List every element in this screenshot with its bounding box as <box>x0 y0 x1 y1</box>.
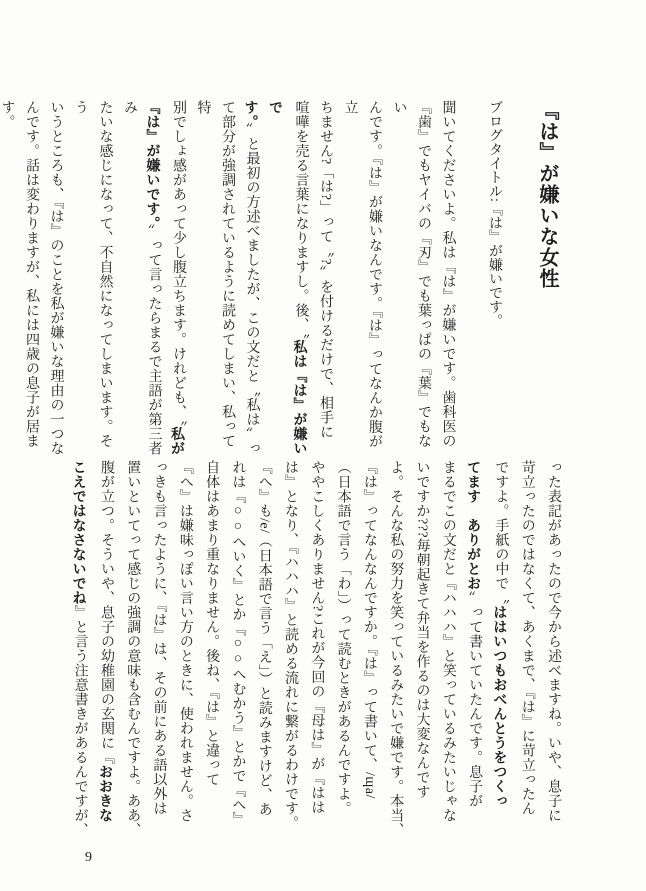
text-line <box>540 460 566 858</box>
body-text: て部分が強調されているように読めてしまい、私って特 <box>195 100 235 448</box>
text-line <box>68 100 117 460</box>
body-text: ややこしくありません?これが今回の『母は』が『はは <box>309 460 325 815</box>
text-line <box>435 460 461 858</box>
body-text: 〟と最初の方述べましたが、この文だと〝私は〟っ <box>244 122 260 456</box>
body-text: いうところも、『は』のことを私が嫌いな理由の一つな <box>48 100 64 456</box>
body-text: れは『○○へいく』とか『○○へむかう』とかで『へ』 <box>230 460 246 827</box>
body-text: 喧嘩を売る言葉になりますし。後、〝 <box>293 100 309 340</box>
text-line <box>329 460 355 858</box>
body-text: （日本語で言う「わ」）って読むときがあるんですよ。 <box>335 460 351 816</box>
body-text: 』と言う注意書きがあるんですが、 <box>72 605 88 837</box>
body-text: っきも言ったように、『は』は、その前にある語以外は <box>151 460 167 816</box>
body-text: 置いといてって感じの強調の意味も含むんですよ。ああ、 <box>125 460 141 837</box>
text-line <box>198 460 224 858</box>
text-line <box>0 100 43 460</box>
text-line <box>408 460 434 858</box>
text-line <box>119 460 145 858</box>
emphasized-text: 『は』が嫌いです。 <box>145 100 162 224</box>
text-line <box>313 100 338 460</box>
text-line <box>382 460 408 858</box>
page-number: 9 <box>85 850 92 865</box>
text-line <box>145 460 171 858</box>
body-text: たいな感じになって、不自然になってしまいます。そう <box>73 100 113 448</box>
body-text: は』となり、『ハハハ』と読める流れに繋がるわけです。 <box>283 460 299 830</box>
blog-title-line: ブログタイトル:『は』が嫌いです。 <box>487 100 502 328</box>
text-line <box>117 100 166 460</box>
text-line <box>337 100 386 460</box>
body-text: 『へ』は嫌味っぽい言い方のときに、使われません。さ <box>177 460 193 823</box>
text-line <box>264 100 313 460</box>
text-line <box>224 460 250 858</box>
text-line <box>435 100 460 460</box>
emphasized-text: おおきな <box>97 764 114 823</box>
text-line <box>277 460 303 858</box>
text-line <box>303 460 329 858</box>
text-line <box>43 100 68 460</box>
emphasized-text: す。 <box>243 100 260 122</box>
body-text: んです。『は』が嫌いなんです。『は』ってなんか腹が立 <box>342 100 382 449</box>
body-text: 自体はあまり重なりません。後ね、『は』と違って <box>204 460 220 787</box>
text-line <box>239 100 264 460</box>
body-text: ですよ。手紙の中で〝 <box>493 460 509 605</box>
top-text-block <box>0 100 562 460</box>
emphasized-text: ははいつもおべんとうをつくっ <box>492 605 509 808</box>
bottom-text-block <box>66 460 566 858</box>
body-text: 『歯』でもヤイバの『刃』でも葉っぱの『葉』でもない <box>391 100 431 448</box>
body-text: いですか???毎朝起きて弁当を作るのは大変なんです <box>414 460 430 800</box>
body-text: 『は』ってなんなんですか。『は』って書いて、/ɰa/ <box>361 460 377 799</box>
emphasized-text: 私が <box>170 426 186 456</box>
emphasized-text: こえではなさないでね <box>71 460 88 605</box>
body-text: 『へ』も/e/（日本語で言う「え」）と読みますけど、あ <box>256 460 272 817</box>
text-line <box>513 460 539 858</box>
body-text: 苛立ったのではなくて、あくまで、『は』に苛立ったん <box>519 460 535 816</box>
text-line <box>166 100 191 460</box>
text-line <box>190 100 239 460</box>
body-text: まるでこの文だと『ハハハ』と笑っているみたいじゃな <box>440 460 456 823</box>
text-line <box>386 100 435 460</box>
text-line <box>93 460 119 858</box>
text-line <box>487 460 513 858</box>
emphasized-text: てます ありがとお <box>466 460 483 591</box>
emphasized-text: 私は『は』が嫌いで <box>268 100 309 456</box>
body-text: 聞いてくださいよ。私は『は』が嫌いです。歯科医の <box>440 100 456 448</box>
text-line <box>461 460 487 858</box>
body-text: 〟って書いていたんです。息子が <box>467 590 483 808</box>
text-line <box>172 460 198 858</box>
page-title: 『は』が嫌いな女性 <box>536 100 558 289</box>
body-text: 〟って言ったらまるで主語が第三者み <box>122 100 162 456</box>
body-text: った表記があったので今から述べますね。いや、息子に <box>546 460 561 823</box>
text-line <box>356 460 382 858</box>
body-text: んです。話は変わりますが、私には四歳の息子が居ます。 <box>0 100 39 448</box>
text-line <box>66 460 92 858</box>
body-text: 別でしょ感があって少し腹立ちます。けれども、〝 <box>171 100 186 427</box>
body-text: 腹が立つ。そういや、息子の幼稚園の玄関に『 <box>98 460 114 765</box>
text-line <box>250 460 276 858</box>
body-text: ちません?「は?」って〝?〟を付けるだけで、相手に <box>318 100 333 440</box>
body-text: よ。そんな私の努力を笑っているみたいで嫌です。本当、 <box>388 460 404 837</box>
